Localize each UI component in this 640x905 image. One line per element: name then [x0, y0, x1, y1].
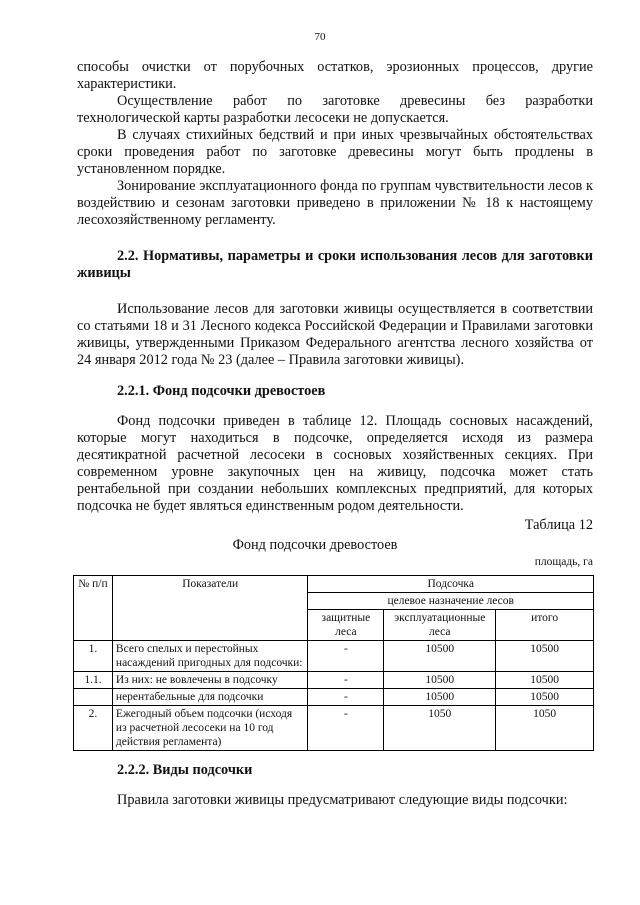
cell-value: 10500 — [496, 672, 594, 689]
paragraph: Использование лесов для заготовки живицы осуществляется в соответствии со статьями 18 и 31 Лесного кодекса Российской Федерации и Правилами заготовки живицы, утвержденными Приказом Федерального агентства лесного хозяйства от 24 января 2012 года № 23 (далее – Правила заготовки живицы). — [77, 301, 593, 368]
paragraph: способы очистки от порубочных остатков, эрозионных процессов, другие характеристики. — [77, 59, 593, 92]
cell-value: - — [308, 706, 384, 751]
table-row — [74, 672, 594, 689]
cell-num: 1.1. — [74, 672, 113, 689]
table-unit: площадь, га — [534, 556, 593, 568]
cell-value: - — [308, 689, 384, 706]
cell-label: Из них: не вовлечены в подсочку — [112, 672, 308, 689]
paragraph: Осуществление работ по заготовке древесины без разработки технологической карты разработки лесосеки не допускается. — [77, 93, 593, 126]
cell-num — [74, 689, 113, 706]
cell-value: - — [308, 672, 384, 689]
cell-label: Всего спелых и перестойных насаждений пригодных для подсочки: — [112, 641, 308, 672]
subsection-heading: 2.2.1. Фонд подсочки древостоев — [117, 383, 326, 399]
table-row — [74, 641, 594, 672]
table-title: Фонд подсочки древостоев — [232, 537, 398, 553]
header-indicator: Показатели — [112, 576, 308, 641]
table-row — [74, 689, 594, 706]
header-subgroup: целевое назначение лесов — [308, 593, 594, 610]
cell-num: 2. — [74, 706, 113, 751]
cell-value: 10500 — [384, 641, 496, 672]
header-group: Подсочка — [308, 576, 594, 593]
document-body — [77, 59, 593, 809]
cell-label: нерентабельные для подсочки — [112, 689, 308, 706]
header-col-exploitation: эксплуатационные леса — [384, 610, 496, 641]
paragraph: В случаях стихийных бедствий и при иных чрезвычайных обстоятельствах сроки проведения работ по заготовке древесины могут быть продлены в установленном порядке. — [77, 127, 593, 177]
cell-value: 1050 — [496, 706, 594, 751]
paragraph: Зонирование эксплуатационного фонда по группам чувствительности лесов к воздействию и сезонам заготовки приведено в приложении № 18 к настоящему лесохозяйственному регламенту. — [77, 178, 593, 228]
header-num: № п/п — [74, 576, 113, 641]
paragraph: Фонд подсочки приведен в таблице 12. Площадь сосновых насаждений, которые могут находиться в подсочке, определяется исходя из размера десятикратной расчетной лесосеки в сосновых хозяйственных секциях. При современном уровне закупочных цен на живицу, подсочка может стать рентабельной при создании небольших комплексных предприятий, для которых подсочка не будет являться единственным родом деятельности. — [77, 413, 593, 514]
cell-label: Ежегодный объем подсочки (исходя из расчетной лесосеки на 10 год действия регламента) — [112, 706, 308, 751]
cell-value: - — [308, 641, 384, 672]
cell-value: 10500 — [496, 689, 594, 706]
cell-value: 10500 — [496, 641, 594, 672]
table-row — [74, 706, 594, 751]
cell-num: 1. — [74, 641, 113, 672]
header-col-total: итого — [496, 610, 594, 641]
cell-value: 1050 — [384, 706, 496, 751]
cell-value: 10500 — [384, 689, 496, 706]
header-col-protective: защитные леса — [308, 610, 384, 641]
section-heading: 2.2. Нормативы, параметры и сроки использования лесов для заготовки живицы — [77, 248, 593, 281]
subsection-heading: 2.2.2. Виды подсочки — [117, 762, 253, 778]
data-table — [73, 575, 594, 751]
table-caption: Таблица 12 — [524, 517, 593, 533]
cell-value: 10500 — [384, 672, 496, 689]
paragraph: Правила заготовки живицы предусматривают следующие виды подсочки: — [117, 792, 568, 808]
page-number: 70 — [314, 31, 326, 43]
